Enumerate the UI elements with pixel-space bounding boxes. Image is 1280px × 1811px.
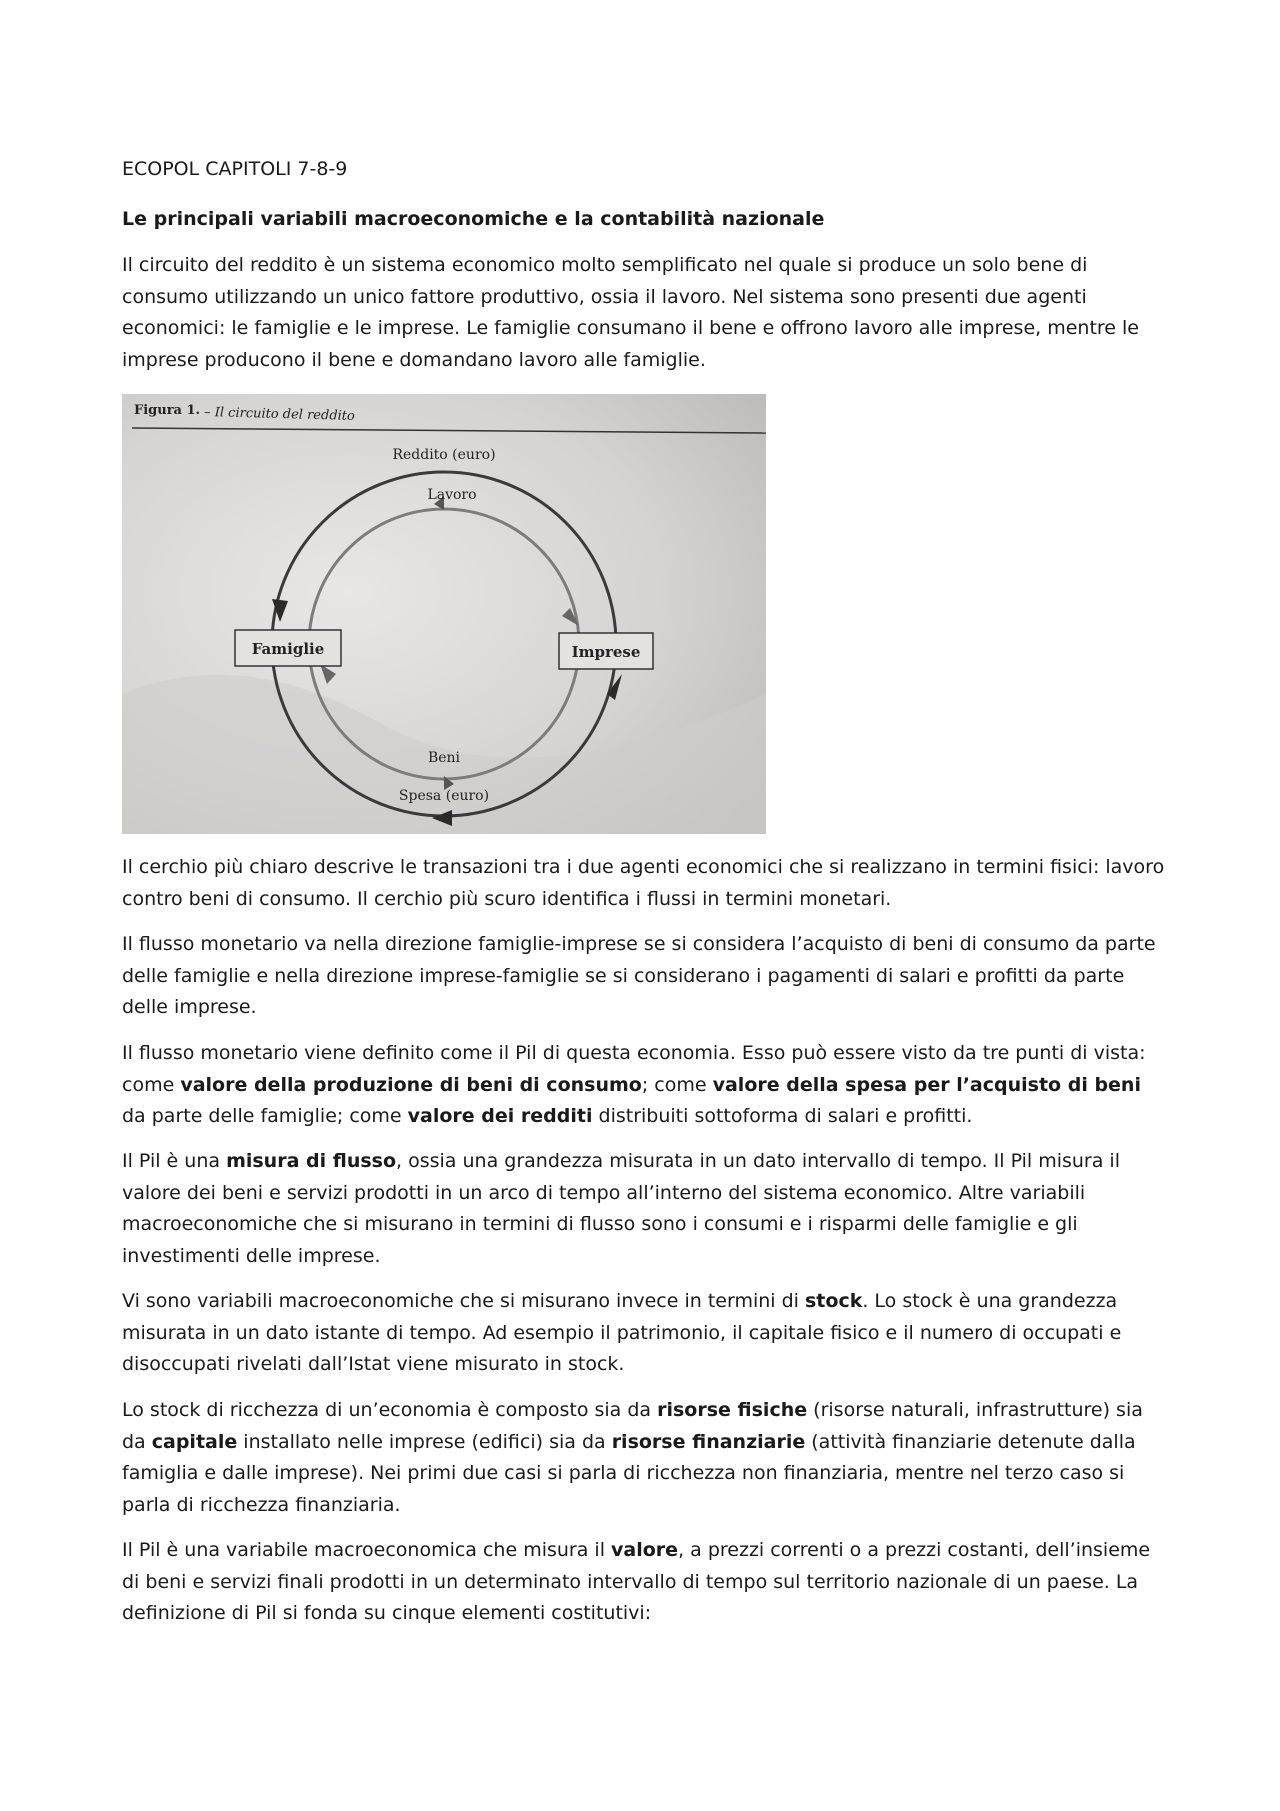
- paragraph-1: Il cerchio più chiaro descrive le transazioni tra i due agenti economici che si realizzano in termini fisici: lavoro contro beni di consumo. Il cerchio più scuro identifica i flussi in termini monetari.: [122, 856, 1165, 910]
- label-beni: Beni: [427, 750, 461, 766]
- paragraph-7: Il Pil è una variabile macroeconomica che misura il valore, a prezzi correnti o a prezzi costanti, dell’insieme di beni e servizi finali prodotti in un determinato intervallo di tempo sul territorio nazionale di un paese. La definizione di Pil si fonda su cinque elementi costitutivi:: [122, 1539, 1151, 1624]
- bold-term: misura di flusso: [226, 1150, 397, 1172]
- paragraph-3: Il flusso monetario viene definito come il Pil di questa economia. Esso può essere visto da tre punti di vista: come valore della produzione di beni di consumo; come valore della spesa per l’acquisto di beni da parte delle famiglie; come valore dei redditi distribuiti sottoforma di salari e profitti.: [122, 1042, 1146, 1127]
- label-reddito: Reddito (euro): [392, 447, 496, 463]
- bold-term: stock: [805, 1290, 863, 1312]
- paragraph-5: Vi sono variabili macroeconomiche che si misurano invece in termini di stock. Lo stock è una grandezza misurata in un dato istante di tempo. Ad esempio il patrimonio, il capitale fisico e il numero di occupati e disoccupati rivelati dall’Istat viene misurato in stock.: [122, 1290, 1122, 1375]
- label-lavoro: Lavoro: [427, 487, 477, 503]
- paragraph-6: Lo stock di ricchezza di un’economia è composto sia da risorse fisiche (risorse naturali, infrastrutture) sia da capitale installato nelle imprese (edifici) sia da risorse finanziarie (attività finanziarie detenute dalla famiglia e dalle imprese). Nei primi due casi si parla di ricchezza non finanziaria, mentre nel terzo caso si parla di ricchezza finanziaria.: [122, 1399, 1143, 1516]
- bold-term: valore: [611, 1539, 679, 1561]
- intro-paragraph: Il circuito del reddito è un sistema economico molto semplificato nel quale si produce un solo bene di consumo utilizzando un unico fattore produttivo, ossia il lavoro. Nel sistema sono presenti due agenti economici: le famiglie e le imprese. Le famiglie consumano il bene e offrono lavoro alle imprese, mentre le imprese producono il bene e domandano lavoro alle famiglie.: [122, 254, 1139, 371]
- bold-term: valore della produzione di beni di consumo: [180, 1073, 642, 1096]
- bold-term: valore della spesa per l’acquisto di beni: [712, 1073, 1141, 1096]
- income-circuit-figure: [122, 394, 766, 834]
- bold-term: risorse finanziarie: [611, 1430, 806, 1453]
- label-spesa: Spesa (euro): [398, 788, 490, 804]
- paragraph-2: Il flusso monetario va nella direzione famiglie-imprese se si considera l’acquisto di beni di consumo da parte delle famiglie e nella direzione imprese-famiglie se si considerano i pagamenti di salari e profitti da parte delle imprese.: [122, 933, 1156, 1018]
- document-header: ECOPOL CAPITOLI 7-8-9: [122, 158, 348, 180]
- imprese-label: Imprese: [571, 643, 641, 661]
- bold-term: risorse fisiche: [657, 1399, 808, 1421]
- paragraph-4: Il Pil è una misura di flusso, ossia una grandezza misurata in un dato intervallo di tempo. Il Pil misura il valore dei beni e servizi prodotti in un arco di tempo all’interno del sistema economico. Altre variabili macroeconomiche che si misurano in termini di flusso sono i consumi e i risparmi delle famiglie e gli investimenti delle imprese.: [122, 1150, 1120, 1267]
- circuit-diagram: [122, 394, 766, 834]
- section-title: Le principali variabili macroeconomiche e la contabilità nazionale: [122, 208, 825, 230]
- bold-term: capitale: [151, 1430, 238, 1453]
- famiglie-label: Famiglie: [251, 640, 325, 658]
- figure-caption-number: Figura 1.: [134, 403, 201, 418]
- bold-term: valore dei redditi: [407, 1105, 593, 1127]
- figure-caption-title: – Il circuito del reddito: [203, 405, 356, 424]
